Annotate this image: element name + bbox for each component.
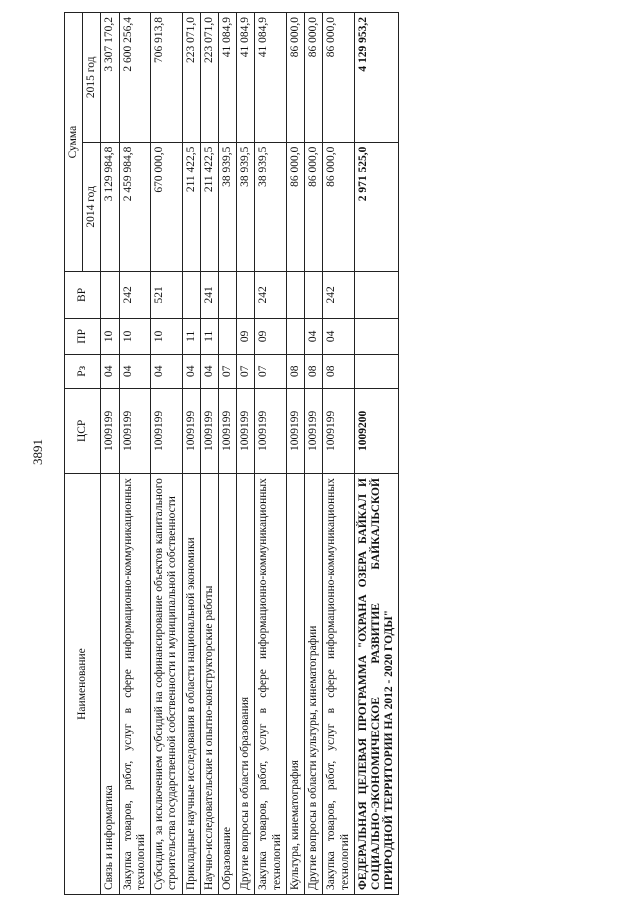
cell-y2015: 706 913,8 <box>151 13 182 143</box>
cell-y2014: 86 000,0 <box>323 142 354 272</box>
cell-csr: 1009200 <box>354 388 399 473</box>
cell-y2015: 223 071,0 <box>200 13 218 143</box>
cell-name: Закупка товаров, работ, услуг в сфере информационно-коммуникационных технологий <box>119 474 150 895</box>
page-number: 3891 <box>30 439 45 465</box>
cell-name: Закупка товаров, работ, услуг в сфере информационно-коммуникационных технологий <box>323 474 354 895</box>
cell-y2014: 38 939,5 <box>218 142 236 272</box>
cell-rz: 04 <box>101 354 119 388</box>
cell-name: Научно-исследовательские и опытно-конструкторские работы <box>200 474 218 895</box>
table-row <box>286 13 304 895</box>
cell-csr: 1009199 <box>182 388 200 473</box>
cell-vr <box>305 272 323 319</box>
cell-csr: 1009199 <box>286 388 304 473</box>
cell-y2014: 86 000,0 <box>286 142 304 272</box>
cell-rz: 08 <box>286 354 304 388</box>
table-row <box>323 13 354 895</box>
cell-name: Связь и информатика <box>101 474 119 895</box>
table-body <box>101 13 399 895</box>
cell-name: Прикладные научные исследования в области национальной экономики <box>182 474 200 895</box>
cell-vr <box>218 272 236 319</box>
cell-pr: 11 <box>182 318 200 354</box>
cell-name: Другие вопросы в области образования <box>237 474 255 895</box>
cell-name: Другие вопросы в области культуры, кинематографии <box>305 474 323 895</box>
cell-pr: 04 <box>323 318 354 354</box>
header-pr: ПР <box>65 318 101 354</box>
cell-y2015: 86 000,0 <box>323 13 354 143</box>
cell-name: Закупка товаров, работ, услуг в сфере информационно-коммуникационных технологий <box>255 474 286 895</box>
cell-y2015: 223 071,0 <box>182 13 200 143</box>
cell-y2014: 86 000,0 <box>305 142 323 272</box>
cell-rz: 07 <box>255 354 286 388</box>
cell-pr: 09 <box>255 318 286 354</box>
header-row <box>65 13 83 895</box>
cell-y2014: 670 000,0 <box>151 142 182 272</box>
table-row <box>354 13 399 895</box>
cell-rz: 08 <box>305 354 323 388</box>
header-name: Наименование <box>65 474 101 895</box>
cell-y2014: 2 971 525,0 <box>354 142 399 272</box>
cell-vr: 242 <box>119 272 150 319</box>
cell-pr <box>218 318 236 354</box>
cell-rz: 04 <box>200 354 218 388</box>
cell-pr: 10 <box>101 318 119 354</box>
header-2014: 2014 год <box>83 142 101 272</box>
cell-vr <box>354 272 399 319</box>
cell-vr <box>182 272 200 319</box>
cell-csr: 1009199 <box>323 388 354 473</box>
table-row <box>101 13 119 895</box>
table-row <box>182 13 200 895</box>
cell-vr: 241 <box>200 272 218 319</box>
cell-vr: 521 <box>151 272 182 319</box>
cell-vr <box>101 272 119 319</box>
cell-csr: 1009199 <box>305 388 323 473</box>
cell-y2014: 211 422,5 <box>200 142 218 272</box>
cell-y2014: 211 422,5 <box>182 142 200 272</box>
header-csr: ЦСР <box>65 388 101 473</box>
cell-csr: 1009199 <box>237 388 255 473</box>
table-row <box>305 13 323 895</box>
table-row <box>151 13 182 895</box>
cell-name: Образование <box>218 474 236 895</box>
rotated-page <box>60 0 600 905</box>
cell-rz: 04 <box>151 354 182 388</box>
cell-csr: 1009199 <box>119 388 150 473</box>
table-row <box>218 13 236 895</box>
table-row <box>200 13 218 895</box>
table-row <box>237 13 255 895</box>
cell-csr: 1009199 <box>255 388 286 473</box>
cell-y2015: 41 084,9 <box>218 13 236 143</box>
cell-pr: 09 <box>237 318 255 354</box>
cell-csr: 1009199 <box>218 388 236 473</box>
cell-y2014: 38 939,5 <box>255 142 286 272</box>
cell-pr: 04 <box>305 318 323 354</box>
cell-name: Культура, кинематография <box>286 474 304 895</box>
cell-rz: 04 <box>182 354 200 388</box>
cell-y2015: 41 084,9 <box>255 13 286 143</box>
table-row <box>255 13 286 895</box>
cell-pr: 10 <box>151 318 182 354</box>
header-rz: Рз <box>65 354 101 388</box>
cell-y2015: 41 084,9 <box>237 13 255 143</box>
cell-y2015: 86 000,0 <box>305 13 323 143</box>
cell-vr: 242 <box>255 272 286 319</box>
cell-y2014: 3 129 984,8 <box>101 142 119 272</box>
cell-vr: 242 <box>323 272 354 319</box>
cell-rz: 08 <box>323 354 354 388</box>
cell-pr <box>354 318 399 354</box>
header-2015: 2015 год <box>83 13 101 143</box>
table-row <box>119 13 150 895</box>
budget-table <box>64 12 399 895</box>
cell-vr <box>286 272 304 319</box>
cell-pr: 10 <box>119 318 150 354</box>
cell-y2015: 86 000,0 <box>286 13 304 143</box>
cell-csr: 1009199 <box>200 388 218 473</box>
cell-y2015: 4 129 953,2 <box>354 13 399 143</box>
cell-y2014: 38 939,5 <box>237 142 255 272</box>
header-sum: Сумма <box>65 13 83 272</box>
cell-rz <box>354 354 399 388</box>
cell-csr: 1009199 <box>151 388 182 473</box>
cell-y2015: 3 307 170,2 <box>101 13 119 143</box>
cell-pr <box>286 318 304 354</box>
cell-pr: 11 <box>200 318 218 354</box>
cell-name: ФЕДЕРАЛЬНАЯ ЦЕЛЕВАЯ ПРОГРАММА "ОХРАНА ОЗЕРА БАЙКАЛ И СОЦИАЛЬНО-ЭКОНОМИЧЕСКОЕ РАЗВИТИЕ БАЙКАЛЬСКОЙ ПРИРОДНОЙ ТЕРРИТОРИИ НА 2012 - 2020 ГОДЫ" <box>354 474 399 895</box>
cell-rz: 07 <box>218 354 236 388</box>
cell-name: Субсидии, за исключением субсидий на софинансирование объектов капитального строительства государственной собственности и муниципальной собственности <box>151 474 182 895</box>
cell-y2014: 2 459 984,8 <box>119 142 150 272</box>
header-vr: ВР <box>65 272 101 319</box>
cell-rz: 04 <box>119 354 150 388</box>
cell-y2015: 2 600 256,4 <box>119 13 150 143</box>
cell-rz: 07 <box>237 354 255 388</box>
cell-csr: 1009199 <box>101 388 119 473</box>
cell-vr <box>237 272 255 319</box>
